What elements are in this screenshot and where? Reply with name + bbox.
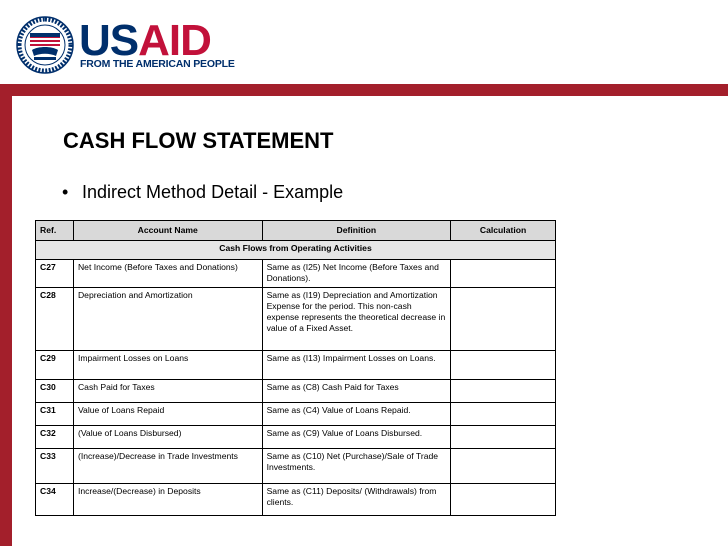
bullet-item (62, 182, 343, 203)
cell-calculation (451, 287, 556, 350)
cell-definition: Same as (I19) Depreciation and Amortization Expense for the period. This non-cash expense represents the theoretical decrease in value of a Fixed Asset. (262, 287, 451, 350)
cell-definition: Same as (C9) Value of Loans Disbursed. (262, 425, 451, 448)
cell-definition: Same as (C11) Deposits/ (Withdrawals) from clients. (262, 483, 451, 515)
cell-ref: C32 (36, 425, 74, 448)
bullet-dot-icon: • (62, 182, 69, 202)
logo-us: US (79, 16, 139, 65)
cell-account-name: Net Income (Before Taxes and Donations) (73, 260, 262, 288)
cell-account-name: (Increase)/Decrease in Trade Investments (73, 448, 262, 483)
cell-ref: C28 (36, 287, 74, 350)
table-header-row (36, 221, 556, 241)
cell-calculation (451, 402, 556, 425)
header-definition: Definition (262, 221, 451, 241)
header-calculation: Calculation (451, 221, 556, 241)
header-account-name: Account Name (73, 221, 262, 241)
cell-account-name: Value of Loans Repaid (73, 402, 262, 425)
cell-calculation (451, 350, 556, 379)
cell-calculation (451, 448, 556, 483)
cell-definition: Same as (I13) Impairment Losses on Loans. (262, 350, 451, 379)
cell-account-name: Depreciation and Amortization (73, 287, 262, 350)
cell-ref: C30 (36, 379, 74, 402)
cell-ref: C33 (36, 448, 74, 483)
table-row (36, 402, 556, 425)
cell-ref: C31 (36, 402, 74, 425)
table-row (36, 483, 556, 515)
cell-ref: C34 (36, 483, 74, 515)
cell-definition: Same as (I25) Net Income (Before Taxes and Donations). (262, 260, 451, 288)
left-red-bar (0, 96, 12, 546)
section-label: Cash Flows from Operating Activities (36, 241, 556, 260)
cell-definition: Same as (C10) Net (Purchase)/Sale of Trade Investments. (262, 448, 451, 483)
cell-account-name: Increase/(Decrease) in Deposits (73, 483, 262, 515)
header-ref: Ref. (36, 221, 74, 241)
cell-account-name: (Value of Loans Disbursed) (73, 425, 262, 448)
tagline: FROM THE AMERICAN PEOPLE (80, 58, 235, 70)
usaid-logo (79, 16, 211, 65)
usaid-seal-icon (16, 16, 74, 74)
cell-account-name: Impairment Losses on Loans (73, 350, 262, 379)
table-row (36, 287, 556, 350)
header-red-bar (0, 84, 728, 96)
table-row (36, 379, 556, 402)
logo-aid: AID (138, 16, 211, 65)
cell-definition: Same as (C4) Value of Loans Repaid. (262, 402, 451, 425)
cell-calculation (451, 483, 556, 515)
cell-calculation (451, 260, 556, 288)
table-row (36, 448, 556, 483)
slide-title: CASH FLOW STATEMENT (63, 128, 334, 153)
cell-calculation (451, 425, 556, 448)
cell-calculation (451, 379, 556, 402)
table-row (36, 350, 556, 379)
table-row (36, 425, 556, 448)
cell-ref: C27 (36, 260, 74, 288)
cell-account-name: Cash Paid for Taxes (73, 379, 262, 402)
table-row (36, 260, 556, 288)
header (0, 0, 728, 84)
cell-ref: C29 (36, 350, 74, 379)
section-row (36, 241, 556, 260)
cell-definition: Same as (C8) Cash Paid for Taxes (262, 379, 451, 402)
bullet-text: Indirect Method Detail - Example (82, 182, 344, 202)
cash-flow-table (35, 220, 556, 516)
